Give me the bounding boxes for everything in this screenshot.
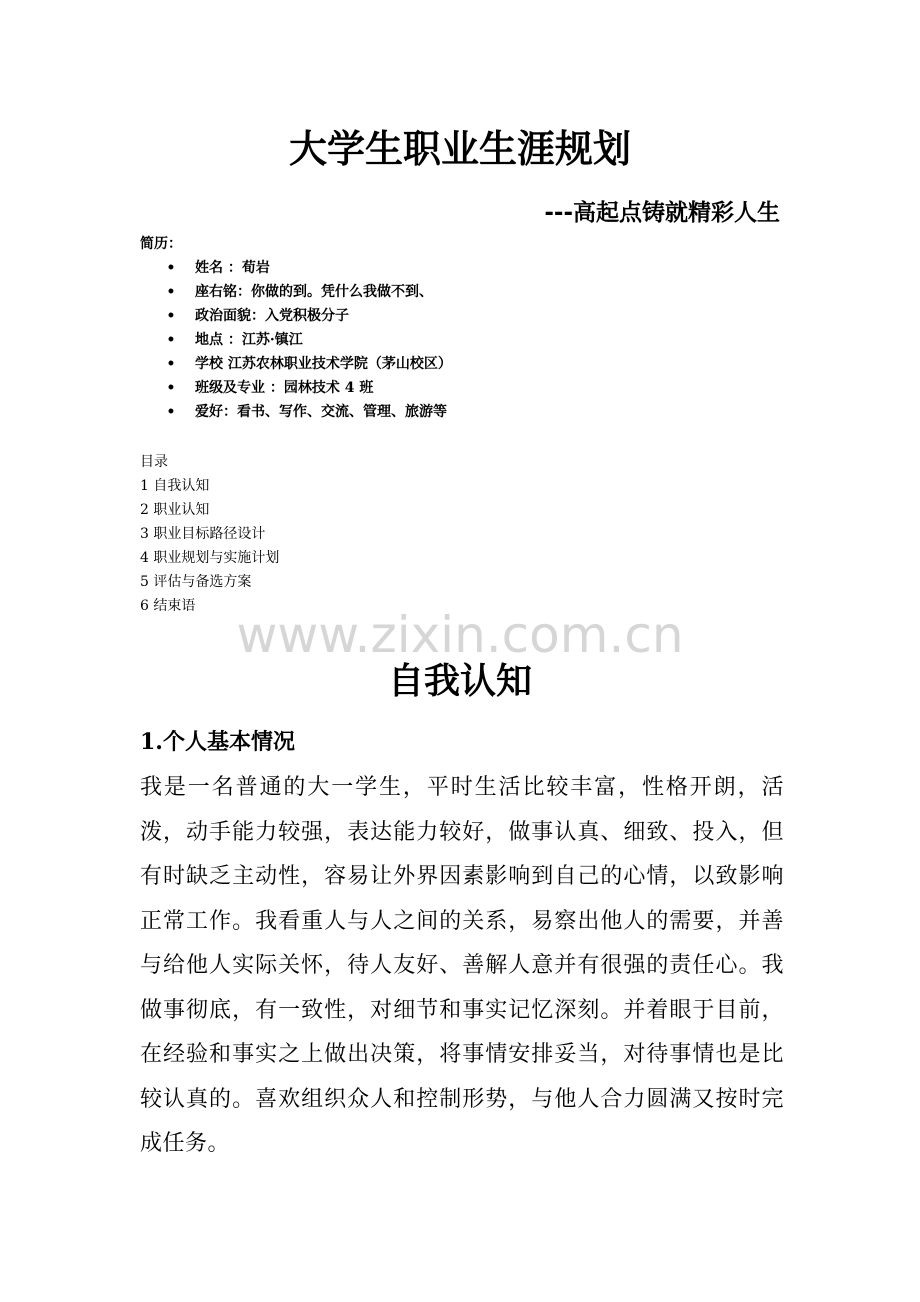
bullet-icon: •	[166, 404, 176, 420]
resume-item-political-status	[140, 304, 452, 328]
bullet-icon: •	[166, 284, 176, 300]
toc-item: 4 职业规划与实施计划	[140, 550, 280, 566]
section-title: 自我认知	[387, 660, 532, 702]
document-subtitle: ---高起点铸就精彩人生	[544, 200, 780, 226]
resume-item-text: 政治面貌：入党积极分子	[195, 308, 349, 324]
resume-item-hobbies	[140, 400, 452, 424]
bullet-icon: •	[166, 380, 176, 396]
toc-item: 2 职业认知	[140, 502, 210, 518]
toc-heading: 目录	[140, 454, 168, 470]
watermark: www.zixin.com.cn	[236, 606, 684, 664]
resume-item-name	[140, 256, 452, 280]
bullet-icon: •	[166, 308, 176, 324]
resume-item-text: 座右铭：你做的到。凭什么我做不到、	[195, 284, 433, 300]
body-paragraph: 我是一名普通的大一学生，平时生活比较丰富，性格开朗，活泼，动手能力较强，表达能力较好，做事认真、细致、投入，但有时缺乏主动性，容易让外界因素影响到自己的心情，以致影响正常工作。我看重人与人之间的关系，易察出他人的需要，并善与给他人实际关怀，待人友好、善解人意并有很强的责任心。我做事彻底，有一致性，对细节和事实记忆深刻。并着眼于目前，在经验和事实之上做出决策，将事情安排妥当，对待事情也是比较认真的。喜欢组织众人和控制形势，与他人合力圆满又按时完成任务。	[140, 775, 784, 1156]
resume-item-school	[140, 352, 452, 376]
resume-item-text: 地点 ：江苏·镇江	[195, 332, 303, 348]
toc-list	[140, 474, 279, 618]
resume-item-text: 姓名 ：荀岩	[195, 260, 270, 276]
resume-item-class-major	[140, 376, 452, 400]
toc-item: 5 评估与备选方案	[140, 574, 252, 590]
resume-item-text: 班级及专业 ：园林技术 4 班	[195, 380, 374, 396]
table-of-contents	[140, 450, 279, 618]
resume-heading: 简历：	[140, 236, 182, 252]
resume-item-motto	[140, 280, 452, 304]
toc-item: 3 职业目标路径设计	[140, 526, 266, 542]
resume-item-text: 爱好：看书、写作、交流、管理、旅游等	[195, 404, 447, 420]
resume-item-location	[140, 328, 452, 352]
bullet-icon: •	[166, 260, 176, 276]
resume-item-text: 学校 江苏农林职业技术学院（茅山校区）	[195, 356, 452, 372]
bullet-icon: •	[166, 356, 176, 372]
bullet-icon: •	[166, 332, 176, 348]
toc-item: 6 结束语	[140, 598, 196, 614]
resume-list	[140, 256, 452, 424]
document-title: 大学生职业生涯规划	[288, 127, 631, 171]
subsection-title: 1.个人基本情况	[140, 729, 295, 755]
toc-item: 1 自我认知	[140, 478, 210, 494]
